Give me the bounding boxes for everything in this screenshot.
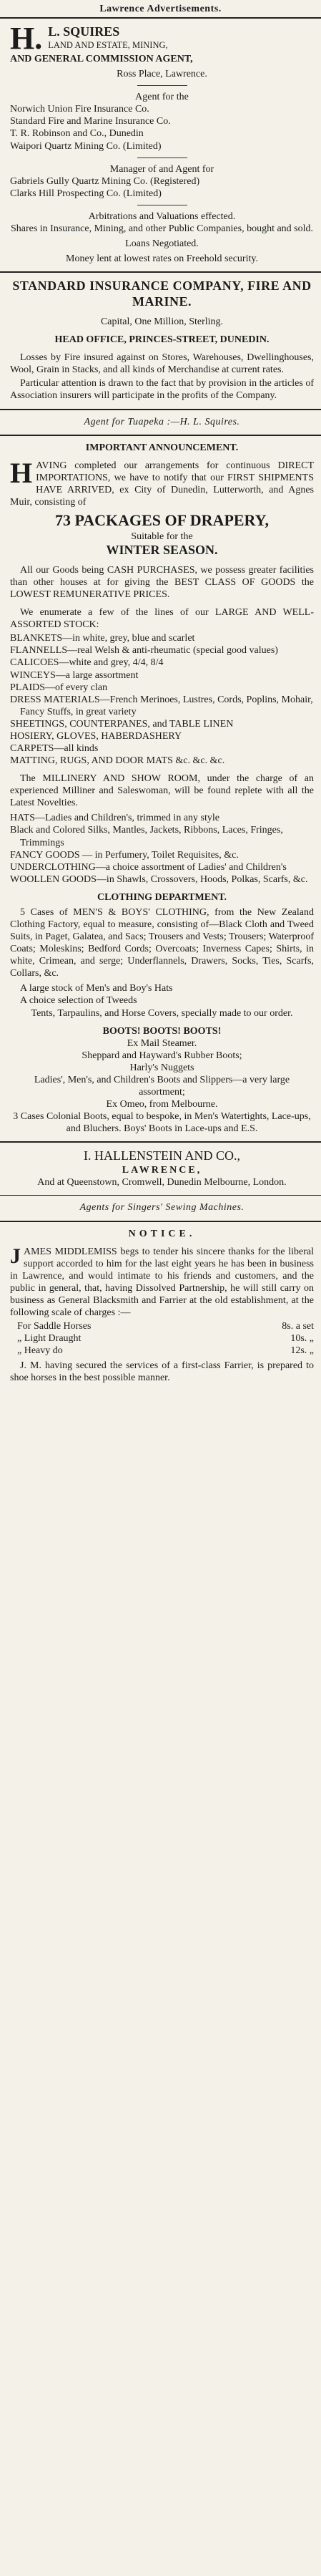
charge-row xyxy=(10,1332,314,1345)
standard-insurance-advertisement xyxy=(0,273,321,410)
millinery-text: The MILLINERY AND SHOW ROOM, under the charge of an experienced Milliner and Saleswoman, will be found replete with all the Latest Novelties. xyxy=(10,773,314,809)
stock-line: CARPETS—all kinds xyxy=(10,742,99,754)
charge-value: 10s. „ xyxy=(290,1333,314,1345)
tweeds-text: A choice selection of Tweeds xyxy=(20,995,137,1007)
packages-text: 73 PACKAGES OF DRAPERY, xyxy=(54,511,270,530)
charge-value: 8s. a set xyxy=(282,1321,314,1332)
standard-agent-line xyxy=(0,410,321,436)
standard-attention: Particular attention is drawn to the fact that by provision in the articles of Association insurers will participate in the profits of the Company. xyxy=(10,378,314,402)
enumerate-text: We enumerate a few of the lines of our LARGE AND WELL-ASSORTED STOCK: xyxy=(10,607,314,631)
agency-item: Waipori Quartz Mining Co. (Limited) xyxy=(10,140,162,152)
stock-line: FANCY GOODS — in Perfumery, Toilet Requisites, &c. xyxy=(10,849,239,861)
stock-line: SHEETINGS, COUNTERPANES, and TABLE LINEN xyxy=(10,718,234,730)
stock-line: FLANNELLS—real Welsh & anti-rheumatic (special good values) xyxy=(10,645,278,657)
managed-item: Clarks Hill Prospecting Co. (Limited) xyxy=(10,188,162,199)
manager-heading: Manager of and Agent for xyxy=(109,163,214,175)
stock-line: Black and Colored Silks, Mantles, Jackets, Ribbons, Laces, Fringes, Trimmings xyxy=(10,825,283,848)
suitable-text: Suitable for the xyxy=(131,531,193,542)
singers-agents-line xyxy=(0,1196,321,1221)
charge-label: For Saddle Horses xyxy=(17,1321,92,1332)
boots-line: Harly's Nuggets xyxy=(129,1062,194,1073)
charge-row xyxy=(10,1345,314,1357)
stock-line: UNDERCLOTHING—a choice assortment of Ladies' and Children's xyxy=(10,861,287,873)
agent-heading: Agent for the xyxy=(135,92,189,103)
boots-line: Ladies', Men's, and Children's Boots and Slippers—a very large assortment; xyxy=(34,1074,290,1098)
middlemiss-notice xyxy=(0,1222,321,1391)
standard-losses: Losses by Fire insured against on Stores, Warehouses, Dwellinghouses, Wool, Grain in Stacks, and all kinds of Merchandise at current rates. xyxy=(10,352,314,376)
hallenstein-advertisement xyxy=(0,436,321,1143)
important-announcement: IMPORTANT ANNOUNCEMENT. xyxy=(85,442,239,453)
shares-text: Shares in Insurance, Mining, and other Public Companies, bought and sold. xyxy=(10,223,314,234)
squires-initial: H. xyxy=(10,21,43,57)
boots-subheading: Ex Mail Steamer. xyxy=(127,1037,197,1049)
squires-advertisement xyxy=(0,19,321,273)
squires-line3: AND GENERAL COMMISSION AGENT, xyxy=(10,54,193,65)
stock-line: WINCEYS—a large assortment xyxy=(10,669,139,681)
charge-label: „ Heavy do xyxy=(17,1345,63,1357)
boots-line: 3 Cases Colonial Boots, equal to bespoke, in Men's Watertights, Lace-ups, and Bluchers. Boys' Boots in Lace-ups and E.S. xyxy=(13,1111,311,1135)
stock-line: DRESS MATERIALS—French Merinoes, Lustres, Cords, Poplins, Mohair, Fancy Stuffs, in great variety xyxy=(10,694,313,717)
squires-name: L. SQUIRES xyxy=(48,24,120,39)
stock-line: PLAIDS—of every clan xyxy=(10,682,108,693)
divider xyxy=(137,85,187,86)
arbitrations-text: Arbitrations and Valuations effected. xyxy=(88,210,236,222)
notice-body-text: AMES MIDDLEMISS begs to tender his sincere thanks for the liberal support accorded to him for the last eight years he has been in business in Lawrence, and would intimate to his friends and customers, and the public in general, that, having Dissolved Partnership, he will still carry on business as General Blacksmith and Farrier at the old establishment, at the following scale of charges :— xyxy=(10,1246,314,1318)
charge-label: „ Light Draught xyxy=(17,1333,82,1345)
firm-branches: And at Queenstown, Cromwell, Dunedin Melbourne, London. xyxy=(37,1177,287,1188)
squires-line2: LAND AND ESTATE, MINING, xyxy=(48,40,168,51)
agency-item: Norwich Union Fire Insurance Co. xyxy=(10,104,149,115)
notice-body xyxy=(10,1246,314,1319)
charge-value: 12s. „ xyxy=(290,1345,314,1357)
clothing-text: 5 Cases of MEN'S & BOYS' CLOTHING, from the New Zealand Clothing Factory, equal to measure, consisting of—Black Cloth and Tweed Suits, in Paget, Galatea, and Sacs; Trousers and Vests; Trousers; Waterproof Coats; Moleskins; Bedford Cords; Overcoats; Inverness Capes; Shirts, in white, Crimean, and serge; Underflannels, Drawers, Socks, Ties, Scarfs, Collars, &c. xyxy=(10,906,314,979)
managed-item: Gabriels Gully Quartz Mining Co. (Registered) xyxy=(10,175,200,187)
drapery-intro-text: AVING completed our arrangements for continuous DIRECT IMPORTATIONS, we have to notify that our FIRST SHIPMENTS HAVE ARRIVED, ex City of Dunedin, Lutterworth, and Agnes Muir, consisting of xyxy=(10,460,314,508)
drop-cap: H xyxy=(10,456,33,489)
cash-text: All our Goods being CASH PURCHASES, we possess greater facilities than other houses at for giving the BEST CLASS OF GOODS the LOWEST REMUNERATIVE PRICES. xyxy=(10,564,314,601)
clothing-heading: CLOTHING DEPARTMENT. xyxy=(97,891,227,903)
hats-text: A large stock of Men's and Boy's Hats xyxy=(20,983,173,994)
singers-agents: Agents for Singers' Sewing Machines. xyxy=(79,1202,245,1214)
boots-line: Sheppard and Hayward's Rubber Boots; xyxy=(82,1050,242,1061)
stock-line: HATS—Ladies and Children's, trimmed in any style xyxy=(10,813,219,824)
season-text: WINTER SEASON. xyxy=(106,542,218,557)
agency-item: T. R. Robinson and Co., Dunedin xyxy=(10,128,144,140)
drapery-intro xyxy=(10,456,314,508)
firm-name: I. HALLENSTEIN AND CO., xyxy=(84,1148,240,1163)
hallenstein-firm-block xyxy=(0,1143,321,1196)
tents-text: Tents, Tarpaulins, and Horse Covers, specially made to our order. xyxy=(31,1007,293,1019)
loans-text: Loans Negotiated. xyxy=(125,238,199,250)
squires-heading xyxy=(10,21,314,57)
standard-head-office: HEAD OFFICE, PRINCES-STREET, DUNEDIN. xyxy=(54,334,270,346)
standard-capital: Capital, One Million, Sterling. xyxy=(100,316,224,328)
money-text: Money lent at lowest rates on Freehold security. xyxy=(66,253,258,265)
stock-line: CALICOES—white and grey, 4/4, 8/4 xyxy=(10,657,164,669)
boots-line: Ex Omeo, from Melbourne. xyxy=(106,1099,218,1110)
firm-town: LAWRENCE, xyxy=(122,1165,202,1176)
notice-heading: NOTICE. xyxy=(128,1228,196,1239)
agency-item: Standard Fire and Marine Insurance Co. xyxy=(10,116,171,127)
standard-title: STANDARD INSURANCE COMPANY, FIRE AND MARINE. xyxy=(12,279,312,309)
stock-line: MATTING, RUGS, AND DOOR MATS &c. &c. &c. xyxy=(10,755,225,767)
notice-closing: J. M. having secured the services of a first-class Farrier, is prepared to shoe horses in the best possible manner. xyxy=(10,1360,314,1384)
charge-row xyxy=(10,1320,314,1332)
standard-agent: Agent for Tuapeka :—H. L. Squires. xyxy=(84,416,240,427)
stock-line: HOSIERY, GLOVES, HABERDASHERY xyxy=(10,730,182,742)
stock-line: WOOLLEN GOODS—in Shawls, Crossovers, Hoods, Polkas, Scarfs, &c. xyxy=(10,873,308,885)
boots-heading: BOOTS! BOOTS! BOOTS! xyxy=(102,1025,222,1037)
drop-cap: J xyxy=(10,1244,21,1268)
page-header: Lawrence Advertisements. xyxy=(0,0,321,19)
stock-line: BLANKETS—in white, grey, blue and scarlet xyxy=(10,633,195,644)
squires-address: Ross Place, Lawrence. xyxy=(117,69,207,80)
